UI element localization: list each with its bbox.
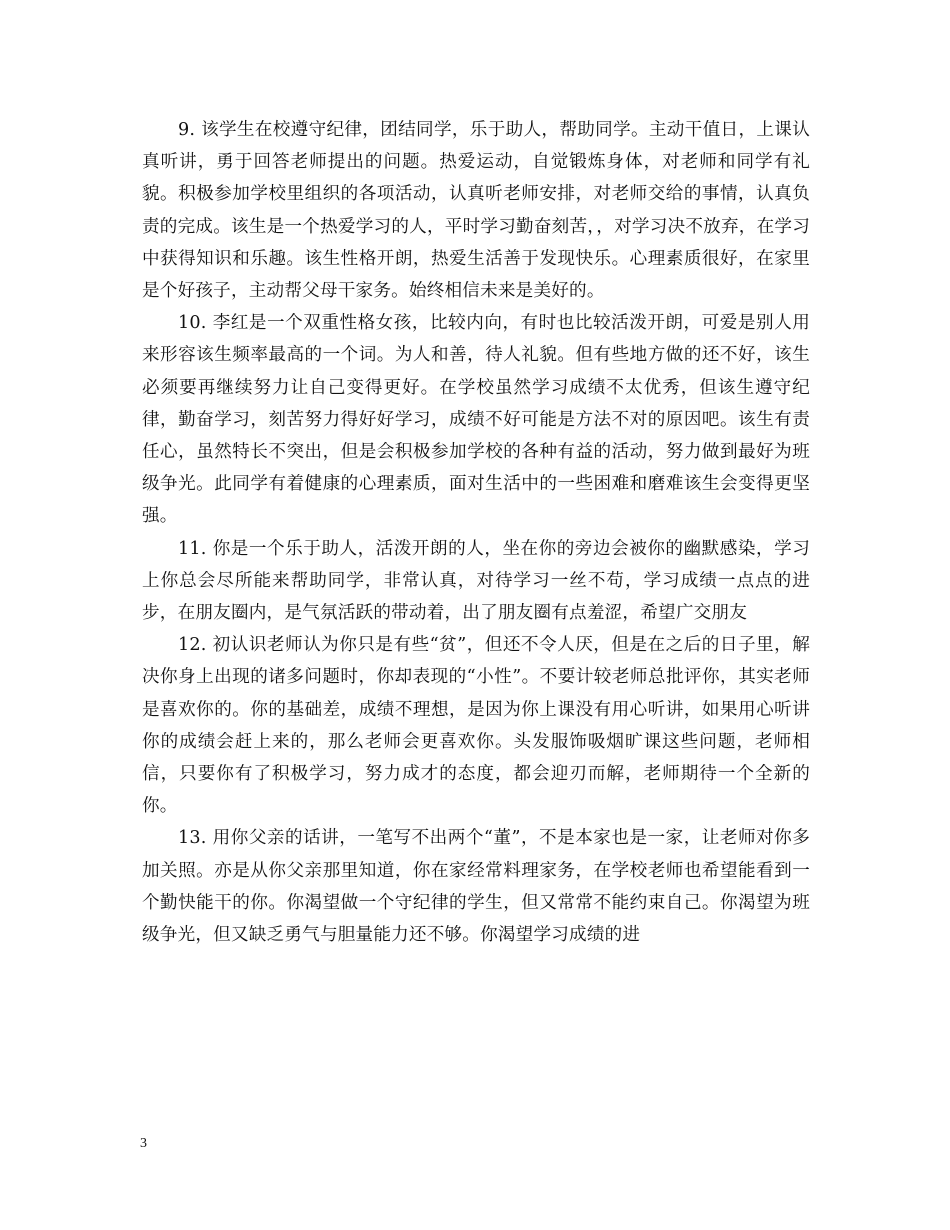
paragraph-13: 13. 用你父亲的话讲，一笔写不出两个“董”，不是本家也是一家，让老师对你多加关照。亦是从你父亲那里知道，你在家经常料理家务，在学校老师也希望能看到一个勤快能干的你。你渴望做一个守纪律的学生，但又常常不能约束自己。你渴望为班级争光，但又缺乏勇气与胆量能力还不够。你渴望学习成绩的进 — [142, 828, 810, 946]
paragraph-10: 10. 李红是一个双重性格女孩，比较内向，有时也比较活泼开朗，可爱是别人用来形容该生频率最高的一个词。为人和善，待人礼貌。但有些地方做的还不好，该生必须要再继续努力让自己变得更好。在学校虽然学习成绩不太优秀，但该生遵守纪律，勤奋学习，刻苦努力得好好学习，成绩不好可能是方法不对的原因吧。该生有责任心，虽然特长不突出，但是会积极参加学校的各种有益的活动，努力做到最好为班级争光。此同学有着健康的心理素质，面对生活中的一些困难和磨难该生会变得更坚强。 — [142, 313, 810, 527]
page-number: 3 — [140, 1136, 147, 1151]
paragraph-9: 9. 该学生在校遵守纪律，团结同学，乐于助人，帮助同学。主动干值日，上课认真听讲，勇于回答老师提出的问题。热爱运动，自觉锻炼身体，对老师和同学有礼貌。积极参加学校里组织的各项活动，认真听老师安排，对老师交给的事情，认真负责的完成。该生是一个热爱学习的人，平时学习勤奋刻苦，，对学习决不放弃，在学习中获得知识和乐趣。该生性格开朗，热爱生活善于发现快乐。心理素质很好，在家里是个好孩子，主动帮父母干家务。始终相信未来是美好的。 — [142, 120, 810, 302]
paragraph-12: 12. 初认识老师认为你只是有些“贫”，但还不令人厌，但是在之后的日子里，解决你身上出现的诸多问题时，你却表现的“小性”。不要计较老师总批评你，其实老师是喜欢你的。你的基础差，成绩不理想，是因为你上课没有用心听讲，如果用心听讲你的成绩会赶上来的，那么老师会更喜欢你。头发服饰吸烟旷课这些问题，老师相信，只要你有了积极学习，努力成才的态度，都会迎刃而解，老师期待一个全新的你。 — [142, 635, 810, 817]
paragraph-11: 11. 你是一个乐于助人，活泼开朗的人，坐在你的旁边会被你的幽默感染，学习上你总会尽所能来帮助同学，非常认真，对待学习一丝不苟，学习成绩一点点的进步，在朋友圈内，是气氛活跃的带动着，出了朋友圈有点羞涩，希望广交朋友 — [142, 538, 810, 624]
body-text — [142, 114, 810, 951]
